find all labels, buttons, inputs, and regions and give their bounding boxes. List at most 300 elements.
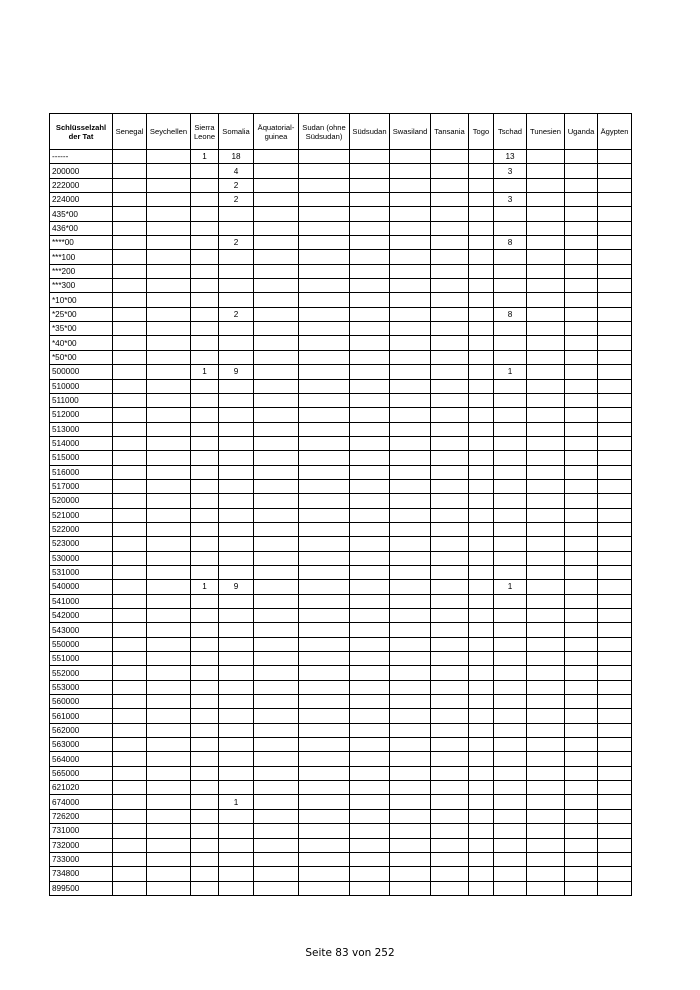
offense-key-cell: *35*00	[50, 322, 113, 336]
count-cell	[527, 465, 565, 479]
count-cell	[254, 551, 299, 565]
offense-key-cell: ****00	[50, 236, 113, 250]
count-cell	[494, 723, 527, 737]
count-cell	[390, 150, 431, 164]
count-cell: 18	[219, 150, 254, 164]
column-header-country: Somalia	[219, 114, 254, 150]
count-cell	[469, 723, 494, 737]
count-cell	[598, 838, 632, 852]
count-cell	[469, 221, 494, 235]
offense-key-cell: 553000	[50, 680, 113, 694]
table-row	[50, 436, 632, 450]
count-cell	[598, 322, 632, 336]
count-cell	[469, 680, 494, 694]
column-header-country: Tansania	[431, 114, 469, 150]
count-cell	[147, 221, 191, 235]
count-cell	[113, 551, 147, 565]
count-cell	[147, 781, 191, 795]
count-cell	[350, 322, 390, 336]
count-cell	[494, 766, 527, 780]
count-cell	[191, 537, 219, 551]
count-cell	[350, 436, 390, 450]
count-cell	[494, 479, 527, 493]
count-cell	[219, 408, 254, 422]
count-cell	[219, 322, 254, 336]
count-cell	[494, 336, 527, 350]
column-header-key: Schlüsselzahl der Tat	[50, 114, 113, 150]
count-cell	[598, 422, 632, 436]
count-cell	[598, 537, 632, 551]
count-cell	[147, 522, 191, 536]
count-cell	[390, 738, 431, 752]
count-cell	[254, 766, 299, 780]
count-cell	[565, 221, 598, 235]
count-cell	[494, 293, 527, 307]
count-cell	[431, 293, 469, 307]
offense-key-cell: 200000	[50, 164, 113, 178]
count-cell	[254, 752, 299, 766]
count-cell	[565, 307, 598, 321]
count-cell	[494, 752, 527, 766]
count-cell	[390, 522, 431, 536]
count-cell	[299, 852, 350, 866]
count-cell	[431, 379, 469, 393]
count-cell	[299, 752, 350, 766]
count-cell	[565, 236, 598, 250]
count-cell	[390, 867, 431, 881]
count-cell	[431, 336, 469, 350]
count-cell	[299, 436, 350, 450]
count-cell	[598, 623, 632, 637]
count-cell	[390, 164, 431, 178]
count-cell	[527, 207, 565, 221]
count-cell	[113, 781, 147, 795]
count-cell	[431, 221, 469, 235]
count-cell	[219, 652, 254, 666]
count-cell	[299, 695, 350, 709]
count-cell	[147, 652, 191, 666]
count-cell	[494, 551, 527, 565]
count-cell	[113, 322, 147, 336]
count-cell	[598, 580, 632, 594]
count-cell	[390, 365, 431, 379]
count-cell	[350, 350, 390, 364]
count-cell	[299, 709, 350, 723]
count-cell	[598, 250, 632, 264]
count-cell	[431, 680, 469, 694]
column-header-country: Swasiland	[390, 114, 431, 150]
count-cell	[598, 408, 632, 422]
count-cell	[390, 436, 431, 450]
table-row	[50, 293, 632, 307]
count-cell	[431, 838, 469, 852]
count-cell	[527, 781, 565, 795]
count-cell	[431, 150, 469, 164]
count-cell	[299, 150, 350, 164]
count-cell	[527, 322, 565, 336]
count-cell	[191, 236, 219, 250]
count-cell	[431, 164, 469, 178]
offense-key-cell: 500000	[50, 365, 113, 379]
count-cell	[350, 738, 390, 752]
count-cell: 3	[494, 164, 527, 178]
count-cell	[565, 336, 598, 350]
count-cell	[219, 494, 254, 508]
table-row	[50, 236, 632, 250]
count-cell	[598, 723, 632, 737]
count-cell	[147, 809, 191, 823]
count-cell	[469, 451, 494, 465]
count-cell	[390, 264, 431, 278]
table-row	[50, 508, 632, 522]
count-cell	[390, 336, 431, 350]
count-cell	[299, 350, 350, 364]
count-cell	[494, 623, 527, 637]
count-cell	[565, 350, 598, 364]
count-cell	[469, 322, 494, 336]
count-cell	[565, 422, 598, 436]
count-cell	[598, 236, 632, 250]
count-cell	[431, 565, 469, 579]
count-cell	[191, 723, 219, 737]
count-cell	[350, 680, 390, 694]
column-header-country: Senegal	[113, 114, 147, 150]
count-cell	[219, 738, 254, 752]
count-cell	[431, 781, 469, 795]
count-cell	[299, 221, 350, 235]
count-cell	[191, 551, 219, 565]
count-cell	[527, 709, 565, 723]
count-cell	[254, 838, 299, 852]
count-cell	[431, 408, 469, 422]
count-cell	[254, 680, 299, 694]
count-cell	[598, 594, 632, 608]
count-cell	[527, 609, 565, 623]
column-header-country: Togo	[469, 114, 494, 150]
count-cell	[390, 838, 431, 852]
count-cell	[390, 408, 431, 422]
count-cell	[113, 494, 147, 508]
count-cell	[147, 150, 191, 164]
count-cell	[565, 479, 598, 493]
count-cell	[431, 594, 469, 608]
count-cell	[147, 336, 191, 350]
count-cell	[390, 652, 431, 666]
count-cell	[469, 164, 494, 178]
count-cell	[147, 264, 191, 278]
count-cell	[254, 279, 299, 293]
count-cell: 2	[219, 178, 254, 192]
count-cell	[147, 365, 191, 379]
count-cell	[565, 852, 598, 866]
count-cell	[494, 451, 527, 465]
count-cell	[350, 709, 390, 723]
count-cell	[350, 264, 390, 278]
table-row	[50, 795, 632, 809]
count-cell	[350, 422, 390, 436]
column-header-country: Äquatorial-guinea	[254, 114, 299, 150]
count-cell	[469, 422, 494, 436]
count-cell	[299, 164, 350, 178]
count-cell	[350, 479, 390, 493]
count-cell	[598, 666, 632, 680]
count-cell	[191, 680, 219, 694]
count-cell	[191, 594, 219, 608]
count-cell	[565, 881, 598, 895]
count-cell	[598, 350, 632, 364]
count-cell	[299, 795, 350, 809]
count-cell	[390, 465, 431, 479]
count-cell	[113, 236, 147, 250]
header-row	[50, 114, 632, 150]
count-cell	[350, 508, 390, 522]
table-row	[50, 178, 632, 192]
count-cell	[254, 781, 299, 795]
count-cell	[219, 824, 254, 838]
count-cell	[219, 293, 254, 307]
count-cell	[431, 250, 469, 264]
table-row	[50, 594, 632, 608]
count-cell	[219, 250, 254, 264]
offense-key-cell: 731000	[50, 824, 113, 838]
offense-key-cell: 522000	[50, 522, 113, 536]
offense-key-cell: *50*00	[50, 350, 113, 364]
count-cell	[527, 393, 565, 407]
count-cell	[598, 680, 632, 694]
count-cell	[431, 723, 469, 737]
table-row	[50, 365, 632, 379]
count-cell	[390, 537, 431, 551]
count-cell	[598, 766, 632, 780]
count-cell	[598, 752, 632, 766]
count-cell	[431, 508, 469, 522]
table-row	[50, 522, 632, 536]
count-cell	[147, 393, 191, 407]
count-cell	[113, 350, 147, 364]
count-cell	[390, 193, 431, 207]
count-cell	[494, 408, 527, 422]
count-cell	[494, 838, 527, 852]
count-cell	[565, 322, 598, 336]
count-cell	[494, 207, 527, 221]
count-cell	[113, 723, 147, 737]
offense-key-cell: 436*00	[50, 221, 113, 235]
count-cell	[469, 207, 494, 221]
count-cell	[219, 221, 254, 235]
count-cell	[147, 609, 191, 623]
count-cell	[299, 465, 350, 479]
count-cell	[113, 393, 147, 407]
count-cell	[113, 150, 147, 164]
count-cell	[431, 479, 469, 493]
count-cell	[219, 207, 254, 221]
count-cell	[598, 781, 632, 795]
count-cell: 4	[219, 164, 254, 178]
count-cell	[299, 637, 350, 651]
count-cell	[219, 766, 254, 780]
count-cell	[299, 307, 350, 321]
count-cell	[598, 652, 632, 666]
count-cell	[565, 766, 598, 780]
count-cell	[469, 695, 494, 709]
count-cell	[469, 178, 494, 192]
count-cell	[219, 623, 254, 637]
count-cell	[390, 666, 431, 680]
count-cell	[390, 580, 431, 594]
count-cell	[113, 279, 147, 293]
count-cell	[598, 279, 632, 293]
count-cell	[431, 537, 469, 551]
count-cell	[598, 809, 632, 823]
count-cell	[469, 580, 494, 594]
count-cell	[350, 652, 390, 666]
count-cell	[565, 781, 598, 795]
table-row	[50, 781, 632, 795]
count-cell	[494, 824, 527, 838]
count-cell	[113, 609, 147, 623]
count-cell	[219, 637, 254, 651]
count-cell	[299, 479, 350, 493]
offense-key-cell: 523000	[50, 537, 113, 551]
count-cell	[299, 522, 350, 536]
count-cell	[527, 379, 565, 393]
offense-key-cell: 521000	[50, 508, 113, 522]
count-cell	[113, 867, 147, 881]
count-cell	[191, 422, 219, 436]
count-cell	[527, 494, 565, 508]
table-row	[50, 623, 632, 637]
count-cell	[113, 852, 147, 866]
count-cell	[113, 307, 147, 321]
count-cell	[219, 537, 254, 551]
count-cell	[494, 422, 527, 436]
count-cell	[469, 652, 494, 666]
count-cell	[565, 709, 598, 723]
offense-key-cell: 530000	[50, 551, 113, 565]
count-cell	[565, 150, 598, 164]
count-cell	[113, 465, 147, 479]
count-cell	[299, 365, 350, 379]
count-cell	[469, 551, 494, 565]
count-cell	[254, 867, 299, 881]
count-cell	[254, 824, 299, 838]
count-cell	[191, 838, 219, 852]
count-cell	[565, 494, 598, 508]
count-cell	[299, 322, 350, 336]
table-row	[50, 150, 632, 164]
count-cell	[254, 594, 299, 608]
count-cell	[565, 436, 598, 450]
table-row	[50, 307, 632, 321]
count-cell	[469, 379, 494, 393]
count-cell	[469, 365, 494, 379]
count-cell	[469, 522, 494, 536]
count-cell	[191, 279, 219, 293]
count-cell	[527, 795, 565, 809]
count-cell	[254, 723, 299, 737]
count-cell	[219, 508, 254, 522]
count-cell	[431, 465, 469, 479]
count-cell	[113, 680, 147, 694]
count-cell	[494, 594, 527, 608]
count-cell	[254, 809, 299, 823]
offense-key-cell: ***300	[50, 279, 113, 293]
table-row	[50, 809, 632, 823]
count-cell	[350, 379, 390, 393]
count-cell	[254, 150, 299, 164]
count-cell	[469, 250, 494, 264]
count-cell	[469, 766, 494, 780]
count-cell	[390, 322, 431, 336]
statistics-table	[49, 113, 632, 896]
count-cell	[469, 666, 494, 680]
count-cell: 9	[219, 365, 254, 379]
count-cell	[254, 293, 299, 307]
count-cell	[494, 178, 527, 192]
count-cell	[191, 264, 219, 278]
count-cell	[390, 881, 431, 895]
count-cell	[254, 393, 299, 407]
count-cell	[527, 178, 565, 192]
table-row	[50, 680, 632, 694]
count-cell	[598, 365, 632, 379]
count-cell	[390, 623, 431, 637]
count-cell	[527, 479, 565, 493]
count-cell	[598, 852, 632, 866]
count-cell	[494, 809, 527, 823]
count-cell	[390, 422, 431, 436]
count-cell	[527, 408, 565, 422]
count-cell	[565, 293, 598, 307]
count-cell	[527, 508, 565, 522]
count-cell	[191, 379, 219, 393]
count-cell	[113, 408, 147, 422]
count-cell	[494, 709, 527, 723]
count-cell	[527, 221, 565, 235]
count-cell	[390, 795, 431, 809]
offense-key-cell: 562000	[50, 723, 113, 737]
count-cell	[191, 623, 219, 637]
count-cell	[469, 293, 494, 307]
table-row	[50, 207, 632, 221]
count-cell	[113, 838, 147, 852]
count-cell	[350, 250, 390, 264]
count-cell: 1	[219, 795, 254, 809]
count-cell	[598, 738, 632, 752]
count-cell	[299, 336, 350, 350]
count-cell	[494, 350, 527, 364]
count-cell	[469, 236, 494, 250]
table-row	[50, 479, 632, 493]
count-cell: 8	[494, 307, 527, 321]
count-cell	[469, 279, 494, 293]
count-cell	[147, 580, 191, 594]
count-cell	[494, 379, 527, 393]
count-cell	[469, 307, 494, 321]
count-cell	[598, 479, 632, 493]
count-cell	[527, 824, 565, 838]
count-cell	[299, 766, 350, 780]
count-cell	[390, 494, 431, 508]
count-cell	[147, 436, 191, 450]
count-cell	[147, 408, 191, 422]
count-cell	[527, 738, 565, 752]
count-cell	[527, 150, 565, 164]
count-cell	[299, 580, 350, 594]
count-cell	[598, 164, 632, 178]
count-cell	[113, 193, 147, 207]
count-cell	[390, 178, 431, 192]
